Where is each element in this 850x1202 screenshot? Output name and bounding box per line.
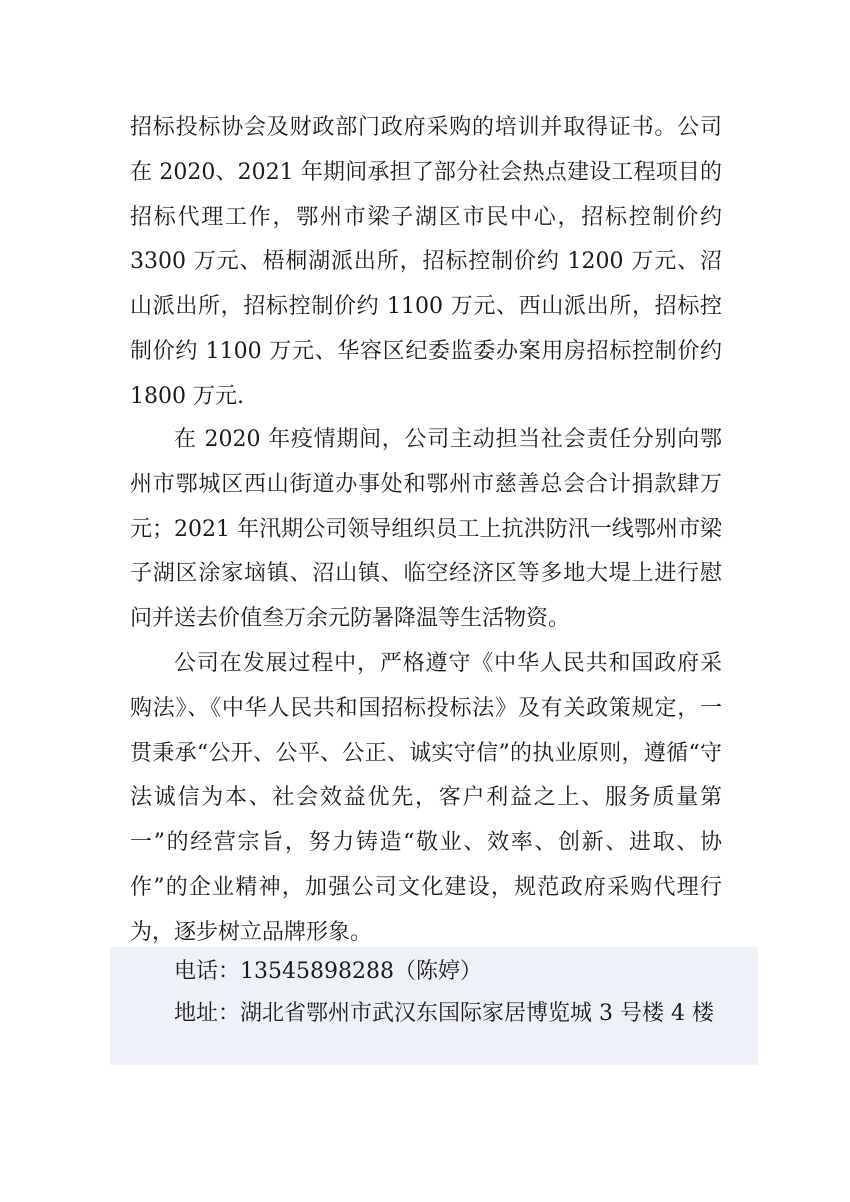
contact-phone: 电话：13545898288（陈婷）: [174, 959, 482, 984]
paragraph-social-responsibility: 在 2020 年疫情期间，公司主动担当社会责任分别向鄂州市鄂城区西山街道办事处和鄂州市慈善总会合计捐款肆万元；2021 年汛期公司领导组织员工上抗洪防汛一线鄂州市梁子湖区涂家垴镇、沼山镇、临空经济区等多地大堤上进行慰问并送去价值叁万余元防暑降温等生活物资。: [130, 427, 722, 632]
paragraph-projects: 招标投标协会及财政部门政府采购的培训并取得证书。公司在 2020、2021 年期间承担了部分社会热点建设工程项目的招标代理工作，鄂州市梁子湖区市民中心，招标控制价约 3300 万元、梧桐湖派出所，招标控制价约 1200 万元、沼山派出所，招标控制价约 1100 万元、西山派出所，招标控制价约 1100 万元、华容区纪委监委办案用房招标控制价约 1800 万元.: [130, 115, 722, 409]
contact-info-box: [110, 947, 758, 1065]
contact-address: 地址：湖北省鄂州市武汉东国际家居博览城 3 号楼 4 楼: [174, 1001, 714, 1026]
paragraph-company-principles: 公司在发展过程中，严格遵守《中华人民共和国政府采购法》、《中华人民共和国招标投标法》及有关政策规定，一贯秉承“公开、公平、公正、诚实守信”的执业原则，遵循“守法诚信为本、社会效益优先，客户利益之上、服务质量第一”的经营宗旨，努力铸造“敬业、效率、创新、进取、协作”的企业精神，加强公司文化建设，规范政府采购代理行为，逐步树立品牌形象。: [130, 651, 722, 945]
